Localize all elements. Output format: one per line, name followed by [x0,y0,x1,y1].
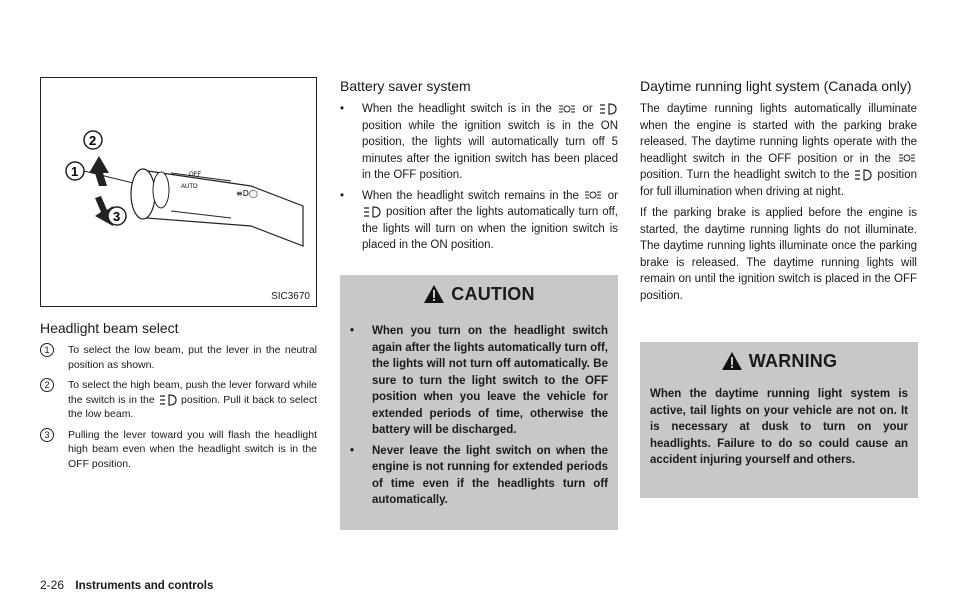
drl-section [640,78,917,304]
caution-box [340,275,618,530]
step-text: To select the high beam, push the lever forward while the switch is in the [68,379,317,406]
page-footer [40,578,213,592]
stalk-label-off: OFF [189,172,201,178]
label-1: 1 [71,164,79,179]
beam-select-section [40,320,317,471]
drl-heading: Daytime running light system (Canada only) [640,78,912,94]
warning-title: WARNING [748,350,838,371]
lever-illustration [41,78,315,304]
section-title: Instruments and controls [75,580,214,592]
step-text-cont: position. Pull it back to select the low beam. [68,393,318,420]
headlight-lever-figure [40,77,317,307]
headlight-icon [362,206,382,218]
headlight-icon [853,169,873,181]
caution-item: • Never leave the light switch on when the engine is not running for extended periods of time even if the headlights turn off automatically. [350,443,608,509]
warning-header [640,342,918,380]
caution-header [340,275,618,313]
parking-light-icon [583,189,603,201]
drl-paragraph-1: The daytime running lights automatically illuminate when the engine is started with the parking brake released. The daytime running lights operate with the headlight switch in the OFF position or in the position. Turn the headlight switch to the position for full illumination when driving at night. [640,103,917,198]
parking-light-icon [897,152,917,164]
step-number: 1 [40,343,54,357]
label-3: 3 [113,209,121,224]
label-2: 2 [89,133,97,148]
svg-text:≡D◯: ≡D◯ [236,189,258,198]
parking-light-icon [557,103,577,115]
step-text: To select the low beam, put the lever in the neutral position as shown. [68,344,317,371]
step-number: 2 [40,378,54,392]
page-number: 2-26 [40,578,65,592]
warning-triangle-icon [423,284,445,304]
bullet-item: • When the headlight switch is in the or position while the ignition switch is in the ON position, the lights will automatically turn off 5 minutes after the ignition switch has been placed in the OFF position. [340,101,618,184]
battery-saver-section [340,78,618,258]
beam-select-heading: Headlight beam select [40,320,179,336]
caution-item: • When you turn on the headlight switch again after the lights automatically turn off, the lights will not turn off automatically. Be sure to turn the light switch to the OFF position when you leave the vehicle for extended periods of time, otherwise the battery will be discharged. [350,323,608,439]
figure-code: SIC3670 [271,291,310,302]
headlight-icon [598,103,618,115]
drl-paragraph-2: If the parking brake is applied before the engine is started, the daytime running lights do not illuminate. The daytime running lights illuminate once the parking brake is released. The daytime running lights will remain on until the ignition switch is placed in the OFF position. [640,207,917,302]
caution-title: CAUTION [451,283,535,304]
step-text: Pulling the lever toward you will flash the headlight high beam even when the headlight switch is in the OFF position. [68,428,317,470]
step-number: 3 [40,428,54,442]
battery-saver-heading: Battery saver system [340,78,471,94]
step-1 [40,343,317,372]
headlight-icon [158,394,178,406]
step-2 [40,378,317,422]
warning-text: When the daytime running light system is active, tail lights on your vehicle are not on. It is necessary at dusk to turn on your headlights. Failure to do so could cause an accident injuring yourself and others. [650,386,908,469]
step-3 [40,428,317,472]
stalk-label-auto: AUTO [181,184,198,190]
warning-box [640,342,918,498]
bullet-item: • When the headlight switch remains in the or position after the lights automatically turn off, the lights will turn on when the ignition switch is placed in the ON position. [340,188,618,254]
warning-triangle-icon [721,351,743,371]
